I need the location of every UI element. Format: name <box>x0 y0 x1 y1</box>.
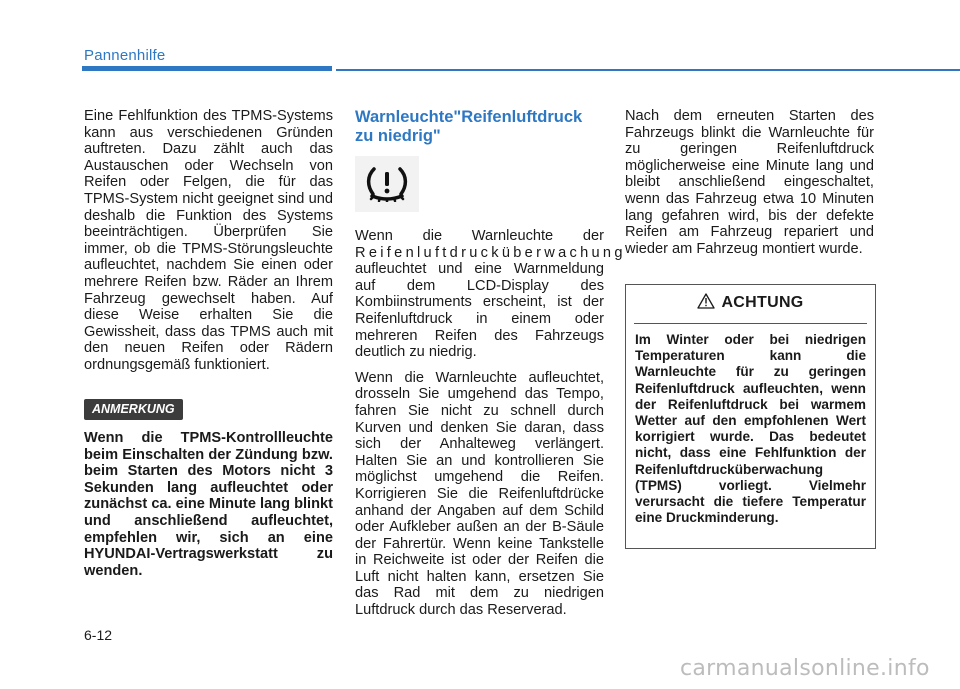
column-1 <box>84 108 333 588</box>
warning-text: Im Winter oder bei niedrigen Temperaturen kann die Warnleuchte für zu geringen Reifenluftdruck aufleuchten, wenn der Reifenluftdruck bei warmem Wetter auf den empfohlenen Wert korrigiert wurde. Das bedeutet nicht, dass eine Fehlfunktion der Reifenluftdrucküberwachung (TPMS) vorliegt. Vielmehr verursacht die tiefere Temperatur eine Druckminderung. <box>635 332 866 526</box>
warning-title: ACHTUNG <box>721 294 804 311</box>
watermark: carmanualsonline.info <box>680 656 930 681</box>
section-title: Pannenhilfe <box>84 47 166 64</box>
column-3 <box>625 108 874 266</box>
tpms-warning-icon <box>355 156 419 212</box>
column-2 <box>355 108 626 628</box>
note-paragraph: Wenn die TPMS-Kontrollleuchte beim Einschalten der Zündung bzw. beim Starten des Motors nicht 3 Sekunden lang aufleuchtet oder zunächst ca. eine Minute lang blinkt und anschließend aufleuchtet, empfehlen wir, sich an eine HYUNDAI-Vertragswerkstatt zu wenden. <box>84 430 333 579</box>
note-badge: ANMERKUNG <box>84 399 183 421</box>
warning-box <box>625 284 876 549</box>
header-rule-thick <box>82 66 332 71</box>
warning-header <box>626 287 875 319</box>
warning-triangle-icon <box>697 293 715 314</box>
page-number: 6-12 <box>84 627 113 643</box>
restart-paragraph: Nach dem erneuten Starten des Fahrzeugs blinkt die Warnleuchte für zu geringen Reifenluftdruck möglicherweise eine Minute lang und bleibt anschließend eingeschaltet, wenn das Fahrzeug etwa 10 Minuten lang gefahren wird, bis der defekte Reifen am Fahrzeug repariert und wieder am Fahrzeug montiert wurde. <box>625 108 874 257</box>
intro-paragraph: Eine Fehlfunktion des TPMS-Systems kann aus verschiedenen Gründen auftreten. Dazu zählt auch das Austauschen oder Wechseln von Reifen oder Felgen, die für das TPMS-System nicht geeignet sind und deshalb die Funktion des Systems beeinträchtigen. Überprüfen Sie immer, ob die TPMS-Störungsleuchte aufleuchtet, nachdem Sie einen oder mehrere Reifen bzw. Räder an Ihrem Fahrzeug gewechselt haben. Auf diese Weise erhalten Sie die Gewissheit, dass das TPMS auch mit den neuen Reifen oder Rädern ordnungsgemäß funktioniert. <box>84 108 333 373</box>
warning-light-paragraph-2: Wenn die Warnleuchte aufleuchtet, drosseln Sie umgehend das Tempo, fahren Sie nicht zu schnell durch Kurven und denken Sie daran, dass sich der Anhalteweg verlängert. Halten Sie an und kontrollieren Sie möglichst umgehend die Reifen. Korrigieren Sie die Reifenluftdrücke anhand der Angaben auf dem Schild oder Aufkleber außen an der B-Säule der Fahrertür. Wenn keine Tankstelle in Reichweite ist oder der Reifen die Luft nicht halten kann, ersetzen Sie das Rad mit dem zu niedrigen Luftdruck durch das Reserverad. <box>355 369 604 619</box>
header-rule-thin <box>336 69 960 71</box>
warning-light-paragraph-1: Wenn die Warnleuchte der Reifenluftdrucküberwachung aufleuchtet und eine Warnmeldung auf dem LCD-Display des Kombiinstruments erscheint, ist der Reifenluftdruck in einem oder mehreren Reifen des Fahrzeugs deutlich zu niedrig. <box>355 228 626 361</box>
warning-light-heading: Warnleuchte"Reifenluftdruck zu niedrig" <box>355 108 583 145</box>
